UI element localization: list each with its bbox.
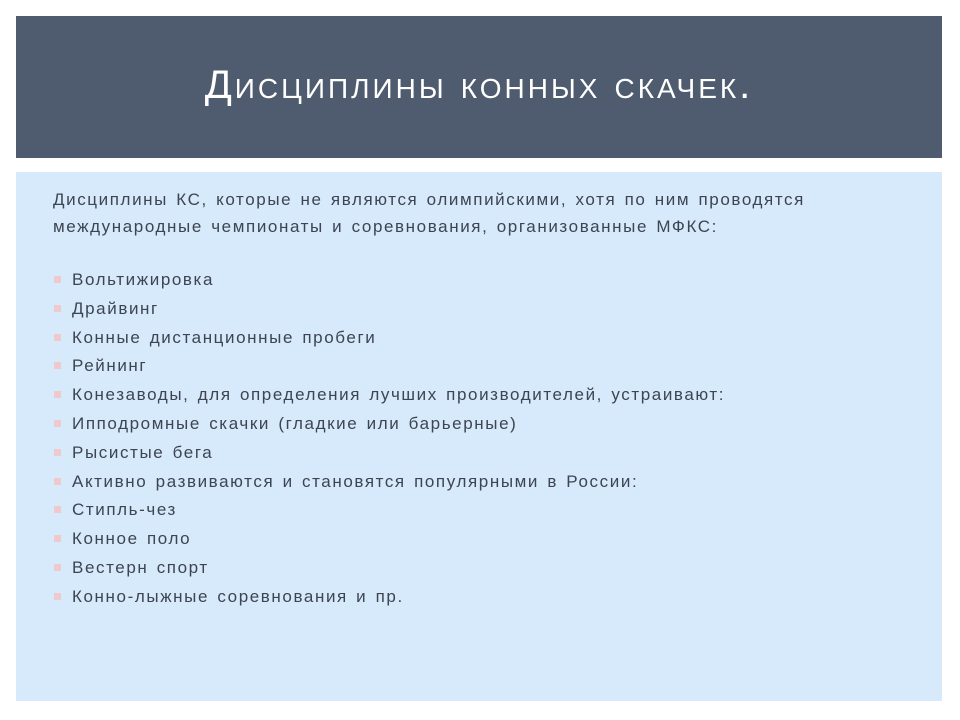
list-item-label: Активно развиваются и становятся популярными в России: <box>72 471 639 491</box>
discipline-list <box>54 266 725 612</box>
list-item-label: Рысистые бега <box>72 442 214 462</box>
bullet-icon <box>54 478 61 485</box>
list-item <box>54 410 725 439</box>
list-item-label: Драйвинг <box>72 298 159 318</box>
list-item <box>54 525 725 554</box>
title-bar <box>16 16 942 158</box>
slide-title: Дисциплины конных скачек. <box>204 62 754 107</box>
bullet-icon <box>54 334 61 341</box>
bullet-icon <box>54 564 61 571</box>
list-item <box>54 352 725 381</box>
content-panel <box>16 172 942 701</box>
list-item <box>54 266 725 295</box>
list-item <box>54 381 725 410</box>
list-item-label: Конезаводы, для определения лучших производителей, устраивают: <box>72 385 726 405</box>
bullet-icon <box>54 535 61 542</box>
bullet-icon <box>54 593 61 600</box>
bullet-icon <box>54 506 61 513</box>
bullet-icon <box>54 362 61 369</box>
list-item <box>54 324 725 353</box>
list-item <box>54 468 725 497</box>
list-item-label: Конное поло <box>72 529 192 549</box>
list-item <box>54 295 725 324</box>
bullet-icon <box>54 276 61 283</box>
bullet-icon <box>54 420 61 427</box>
bullet-icon <box>54 391 61 398</box>
list-item <box>54 439 725 468</box>
list-item-label: Вольтижировка <box>72 270 215 289</box>
list-item-label: Стипль-чез <box>72 500 177 520</box>
list-item-label: Ипподромные скачки (гладкие или барьерные) <box>72 413 518 433</box>
intro-paragraph: Дисциплины КС, которые не являются олимпийскими, хотя по ним проводятся международные чемпионаты и соревнования, организованные МФКС: <box>53 190 805 236</box>
list-item-label: Рейнинг <box>72 356 148 376</box>
list-item <box>54 583 725 612</box>
list-item <box>54 554 725 583</box>
bullet-icon <box>54 305 61 312</box>
list-item-label: Конные дистанционные пробеги <box>72 327 377 347</box>
list-item <box>54 496 725 525</box>
bullet-icon <box>54 449 61 456</box>
list-item-label: Вестерн спорт <box>72 557 209 577</box>
list-item-label: Конно-лыжные соревнования и пр. <box>72 586 404 606</box>
